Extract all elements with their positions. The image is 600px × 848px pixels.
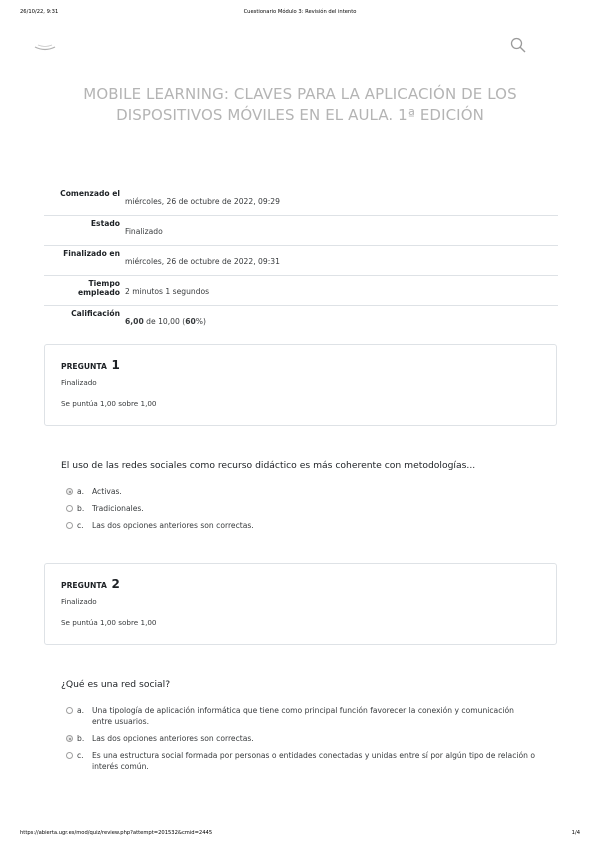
state-label: Estado (90, 219, 120, 228)
radio-selected[interactable] (66, 488, 73, 495)
answer-letter: a. (77, 487, 85, 496)
question-label: PREGUNTA (61, 362, 107, 371)
question-info-2 (44, 563, 557, 645)
grade-label: Calificación (71, 309, 120, 318)
answer-list-2 (66, 705, 536, 778)
grade-score: 6,00 (125, 317, 144, 326)
summary-row-finished (44, 246, 558, 276)
finished-value: miércoles, 26 de octubre de 2022, 09:31 (125, 257, 280, 266)
answer-letter: c. (77, 521, 84, 530)
print-header (0, 9, 600, 19)
started-value: miércoles, 26 de octubre de 2022, 09:29 (125, 197, 280, 206)
question-grade: Se puntúa 1,00 sobre 1,00 (61, 399, 157, 408)
print-date: 26/10/22, 9:31 (20, 9, 59, 15)
question-heading (61, 577, 540, 591)
answer-letter: b. (77, 504, 85, 513)
answer-option[interactable] (66, 705, 536, 727)
answer-text: Una tipología de aplicación informática que tiene como principal función favorecer la conexión y comunicación entre usuarios. (92, 706, 514, 726)
answer-option[interactable] (66, 520, 536, 531)
answer-text: Las dos opciones anteriores son correctas. (92, 734, 254, 743)
question-info-1 (44, 344, 557, 426)
answer-option[interactable] (66, 733, 536, 744)
attempt-summary (44, 186, 558, 336)
summary-row-time (44, 276, 558, 306)
answer-option[interactable] (66, 486, 536, 497)
question-label: PREGUNTA (61, 581, 107, 590)
radio-unselected[interactable] (66, 707, 73, 714)
summary-row-started (44, 186, 558, 216)
answer-letter: c. (77, 751, 84, 760)
answer-option[interactable] (66, 750, 536, 772)
site-logo-icon[interactable] (33, 40, 57, 52)
started-label: Comenzado el (60, 189, 120, 198)
answer-list-1 (66, 486, 536, 537)
question-grade: Se puntúa 1,00 sobre 1,00 (61, 618, 157, 627)
answer-text: Es una estructura social formada por personas o entidades conectadas y unidas entre sí por algún tipo de relación o interés común. (92, 751, 536, 771)
question-heading (61, 358, 540, 372)
question-text-2: ¿Qué es una red social? (61, 679, 171, 690)
topbar (0, 32, 600, 60)
answer-option[interactable] (66, 503, 536, 514)
finished-label: Finalizado en (63, 249, 120, 258)
question-number: 2 (111, 577, 120, 591)
answer-text: Tradicionales. (92, 504, 144, 513)
search-icon[interactable] (510, 37, 526, 53)
print-title: Cuestionario Módulo 3: Revisión del intento (243, 9, 357, 15)
question-number: 1 (111, 358, 120, 372)
answer-text: Las dos opciones anteriores son correctas. (92, 521, 254, 530)
answer-letter: b. (77, 734, 85, 743)
time-label: Tiempo empleado (77, 279, 120, 297)
answer-letter: a. (77, 706, 85, 715)
answer-text: Activas. (92, 487, 122, 496)
summary-row-grade (44, 306, 558, 336)
grade-percent: 60 (185, 317, 196, 326)
grade-mid: de 10,00 ( (143, 317, 186, 326)
grade-value (120, 306, 206, 336)
question-state: Finalizado (61, 378, 97, 387)
state-value: Finalizado (125, 227, 163, 236)
page-title: MOBILE LEARNING: CLAVES PARA LA APLICACIÓN DE LOS DISPOSITIVOS MÓVILES EN EL AULA. 1ª EDICIÓN (83, 85, 517, 124)
radio-unselected[interactable] (66, 752, 73, 759)
radio-unselected[interactable] (66, 505, 73, 512)
print-page-number: 1/4 (571, 830, 580, 836)
radio-unselected[interactable] (66, 522, 73, 529)
grade-end: %) (195, 317, 206, 326)
time-value: 2 minutos 1 segundos (125, 287, 210, 296)
question-text-1: El uso de las redes sociales como recurso didáctico es más coherente con metodologías... (61, 460, 476, 471)
print-url: https://abierta.ugr.es/mod/quiz/review.php?attempt=201532&cmid=2445 (20, 830, 213, 836)
question-state: Finalizado (61, 597, 97, 606)
summary-row-state (44, 216, 558, 246)
radio-selected[interactable] (66, 735, 73, 742)
